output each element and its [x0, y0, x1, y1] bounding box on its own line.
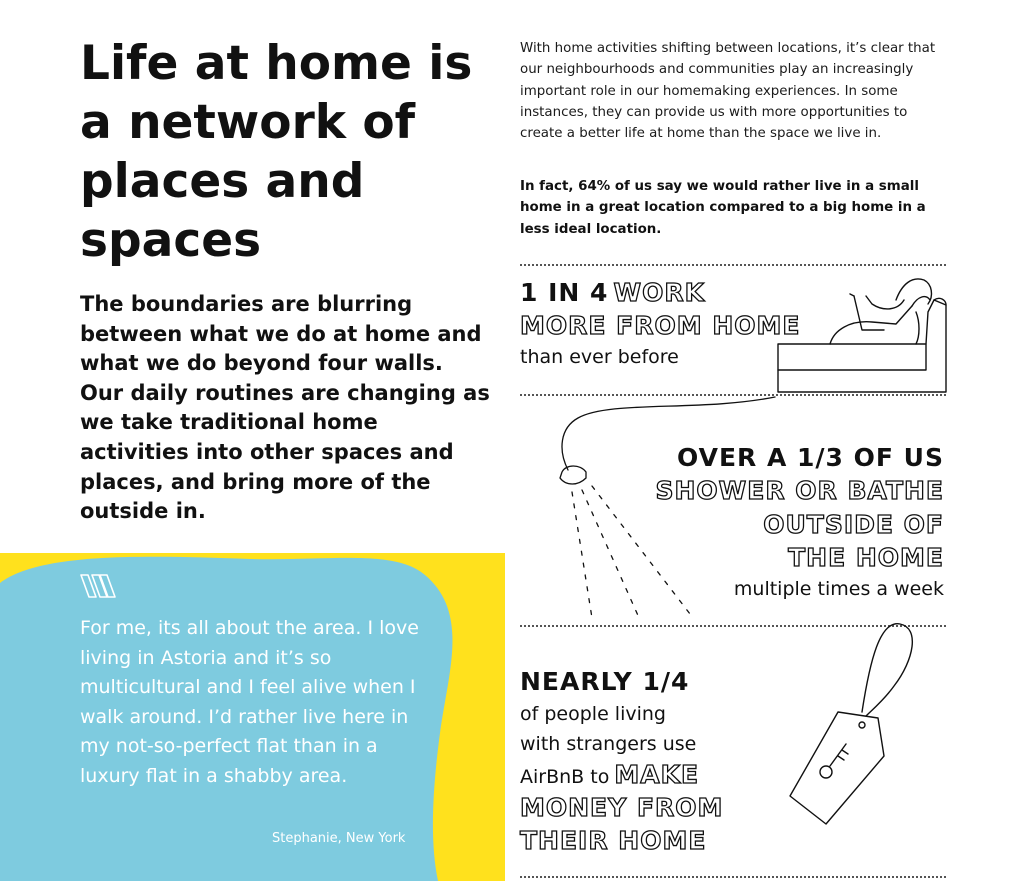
quote-author: Stephanie, New York — [272, 831, 406, 846]
key-tag-illustration — [790, 624, 912, 824]
stat3-line3 — [520, 729, 696, 759]
stat3-line1 — [520, 665, 689, 698]
stat3-line2 — [520, 699, 666, 729]
lead-paragraph: The boundaries are blurring between what we do at home and what we do beyond four walls. Our daily routines are changing as we take traditional home activities into other spaces and places, and bring more of the outside in. — [80, 292, 490, 524]
stat1-normal: than ever before — [520, 346, 679, 368]
stat1-line2 — [520, 309, 800, 342]
divider-2 — [520, 394, 946, 396]
stat3-line6 — [520, 824, 706, 857]
remote-worker-illustration — [778, 279, 946, 392]
stat3-normal-2: with strangers use — [520, 733, 697, 755]
stat3-normal-3: AirBnB to — [520, 766, 610, 788]
stat3-line5 — [520, 791, 723, 824]
stat2-line2 — [655, 474, 944, 507]
stat1-line3 — [520, 342, 679, 372]
divider-3 — [520, 625, 946, 627]
quote-icon — [80, 574, 120, 598]
stat1-bold: 1 IN 4 — [520, 278, 609, 307]
quote-text: For me, its all about the area. I love living in Astoria and it’s so multicultural and I feel alive when I walk around. I’d rather live here in my not-so-perfect flat than in a luxury flat in a shabby area. — [80, 617, 419, 787]
intro-paragraph: With home activities shifting between locations, it’s clear that our neighbourhoods and communities play an increasingly important role in our homemaking experiences. In some instances, they can provide us with more opportunities to create a better life at home than the space we live in. — [520, 41, 936, 142]
stat2-outline-3: THE HOME — [788, 543, 944, 572]
stat3-bold: NEARLY 1/4 — [520, 667, 690, 696]
stat2-line3 — [763, 508, 944, 541]
stat3-outline-2: MONEY FROM — [520, 793, 724, 822]
stat3-line4 — [520, 758, 699, 792]
stat2-bold: OVER A 1/3 OF US — [677, 443, 944, 472]
stat1-line1 — [520, 276, 705, 309]
stat1-outline-2: MORE FROM HOME — [520, 311, 801, 340]
stat2-normal: multiple times a week — [733, 578, 944, 600]
intro-bold-paragraph: In fact, 64% of us say we would rather live in a small home in a great location compared to a big home in a less ideal location. — [520, 179, 926, 237]
divider-4 — [520, 876, 946, 878]
stat3-normal-1: of people living — [520, 703, 666, 725]
stat2-outline-1: SHOWER OR BATHE — [655, 476, 944, 505]
stat1-outline-1: WORK — [613, 278, 705, 307]
stat2-line5 — [734, 574, 944, 604]
divider-1 — [520, 264, 946, 266]
stat2-outline-2: OUTSIDE OF — [763, 510, 944, 539]
stat2-line4 — [788, 541, 944, 574]
stat3-outline-3: THEIR HOME — [520, 826, 707, 855]
stat3-outline-1: MAKE — [614, 760, 700, 789]
stat2-line1 — [677, 441, 944, 474]
page-title: Life at home is a network of places and spaces — [80, 36, 473, 268]
